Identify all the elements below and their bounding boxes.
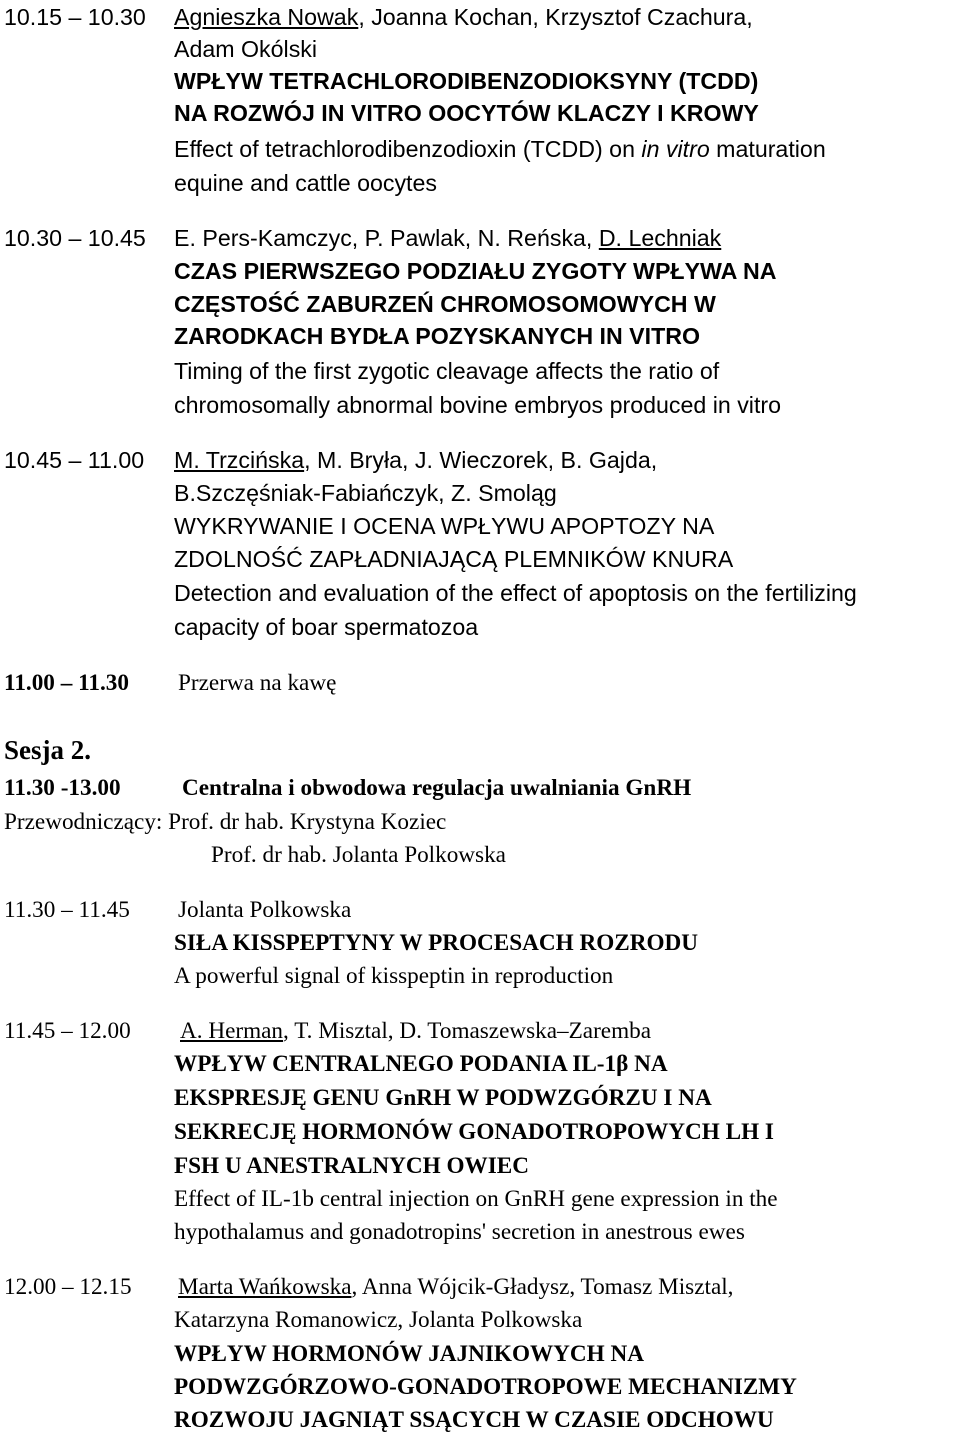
talk-1-title-en-line1 — [174, 134, 826, 164]
session-chair-2: Prof. dr hab. Jolanta Polkowska — [211, 842, 506, 868]
talk-2-title-pl-line2: CZĘSTOŚĆ ZABURZEŃ CHROMOSOMOWYCH W — [174, 291, 716, 317]
talk-3-authors-line2: B.Szczęśniak-Fabiańczyk, Z. Smoląg — [174, 480, 557, 506]
talk-3-title-pl-line2: ZDOLNOŚĆ ZAPŁADNIAJĄCĄ PLEMNIKÓW KNURA — [174, 546, 734, 572]
talk-4-title-en: A powerful signal of kisspeptin in reproduction — [174, 963, 614, 989]
break-time: 11.00 – 11.30 — [4, 670, 129, 696]
talk-2-title-pl-line1: CZAS PIERWSZEGO PODZIAŁU ZYGOTY WPŁYWA NA — [174, 258, 777, 284]
talk-2-title-en-line2: chromosomally abnormal bovine embryos produced in vitro — [174, 392, 782, 418]
talk-5-title-pl-line1: WPŁYW CENTRALNEGO PODANIA IL-1β NA — [174, 1051, 668, 1077]
talk-1-presenting-author: Agnieszka Nowak — [174, 4, 359, 30]
session-heading: Sesja 2. — [4, 735, 91, 765]
talk-1-time: 10.15 – 10.30 — [4, 4, 146, 30]
talk-1-title-en-part-b: maturation — [709, 136, 826, 162]
talk-5-title-en-line1: Effect of IL-1b central injection on GnRH gene expression in the — [174, 1186, 778, 1212]
talk-6-title-pl-line2: PODWZGÓRZOWO-GONADOTROPOWE MECHANIZMY — [174, 1374, 797, 1400]
talk-5-title-pl-line2: EKSPRESJĘ GENU GnRH W PODWZGÓRZU I NA — [174, 1085, 712, 1111]
talk-6-authors-line2: Katarzyna Romanowicz, Jolanta Polkowska — [174, 1307, 583, 1333]
talk-5-coauthors: , T. Misztal, D. Tomaszewska–Zaremba — [283, 1018, 652, 1044]
talk-2-presenting-author: D. Lechniak — [598, 225, 722, 251]
talk-3-presenting-author: M. Trzcińska — [174, 447, 305, 473]
session-title: Centralna i obwodowa regulacja uwalniania GnRH — [182, 775, 692, 801]
talk-5-authors — [180, 1016, 651, 1046]
talk-1-title-pl-line2: NA ROZWÓJ IN VITRO OOCYTÓW KLACZY I KROWY — [174, 100, 759, 126]
talk-6-presenting-author: Marta Wańkowska — [178, 1274, 352, 1300]
talk-3-title-pl-line1: WYKRYWANIE I OCENA WPŁYWU APOPTOZY NA — [174, 513, 715, 539]
talk-5-title-pl-line3: SEKRECJĘ HORMONÓW GONADOTROPOWYCH LH I — [174, 1119, 774, 1145]
talk-6-authors — [178, 1272, 733, 1302]
talk-5-title-pl-line4: FSH U ANESTRALNYCH OWIEC — [174, 1153, 529, 1179]
talk-5-title-en-line2: hypothalamus and gonadotropins' secretion in anestrous ewes — [174, 1219, 745, 1245]
talk-1-title-en-part-a: Effect of tetrachlorodibenzodioxin (TCDD) on — [174, 136, 642, 162]
talk-2-time: 10.30 – 10.45 — [4, 225, 146, 251]
session-chairs: Przewodniczący: Prof. dr hab. Krystyna Koziec — [4, 809, 447, 835]
talk-3-coauthors: , M. Bryła, J. Wieczorek, B. Gajda, — [304, 447, 658, 473]
talk-2-authors — [174, 223, 721, 253]
talk-1-title-en-line2: equine and cattle oocytes — [174, 170, 437, 196]
talk-1-coauthors: , Joanna Kochan, Krzysztof Czachura, — [358, 4, 753, 30]
talk-4-time: 11.30 – 11.45 — [4, 897, 130, 923]
talk-2-title-en-line1: Timing of the first zygotic cleavage affects the ratio of — [174, 358, 720, 384]
talk-2-coauthors: E. Pers-Kamczyc, P. Pawlak, N. Reńska, — [174, 225, 599, 251]
talk-5-time: 11.45 – 12.00 — [4, 1018, 131, 1044]
talk-6-title-pl-line3: ROZWOJU JAGNIĄT SSĄCYCH W CZASIE ODCHOWU — [174, 1407, 774, 1433]
talk-1-title-en-italic: in vitro — [641, 136, 710, 162]
talk-1-title-pl-line1: WPŁYW TETRACHLORODIBENZODIOKSYNY (TCDD) — [174, 68, 759, 94]
talk-5-presenting-author: A. Herman — [180, 1018, 284, 1044]
talk-6-coauthors: , Anna Wójcik-Gładysz, Tomasz Misztal, — [351, 1274, 734, 1300]
talk-2-title-pl-line3: ZARODKACH BYDŁA POZYSKANYCH IN VITRO — [174, 323, 701, 349]
talk-3-title-en-line2: capacity of boar spermatozoa — [174, 614, 479, 640]
talk-1-authors-line2: Adam Okólski — [174, 36, 318, 62]
talk-4-authors: Jolanta Polkowska — [178, 897, 352, 923]
talk-3-authors — [174, 445, 657, 475]
session-time: 11.30 -13.00 — [4, 775, 121, 801]
talk-4-title-pl: SIŁA KISSPEPTYNY W PROCESACH ROZRODU — [174, 930, 698, 956]
talk-6-time: 12.00 – 12.15 — [4, 1274, 132, 1300]
talk-1-authors — [174, 2, 753, 32]
talk-3-time: 10.45 – 11.00 — [4, 447, 145, 473]
talk-3-title-en-line1: Detection and evaluation of the effect of apoptosis on the fertilizing — [174, 580, 857, 606]
talk-6-title-pl-line1: WPŁYW HORMONÓW JAJNIKOWYCH NA — [174, 1341, 644, 1367]
break-label: Przerwa na kawę — [178, 670, 337, 696]
